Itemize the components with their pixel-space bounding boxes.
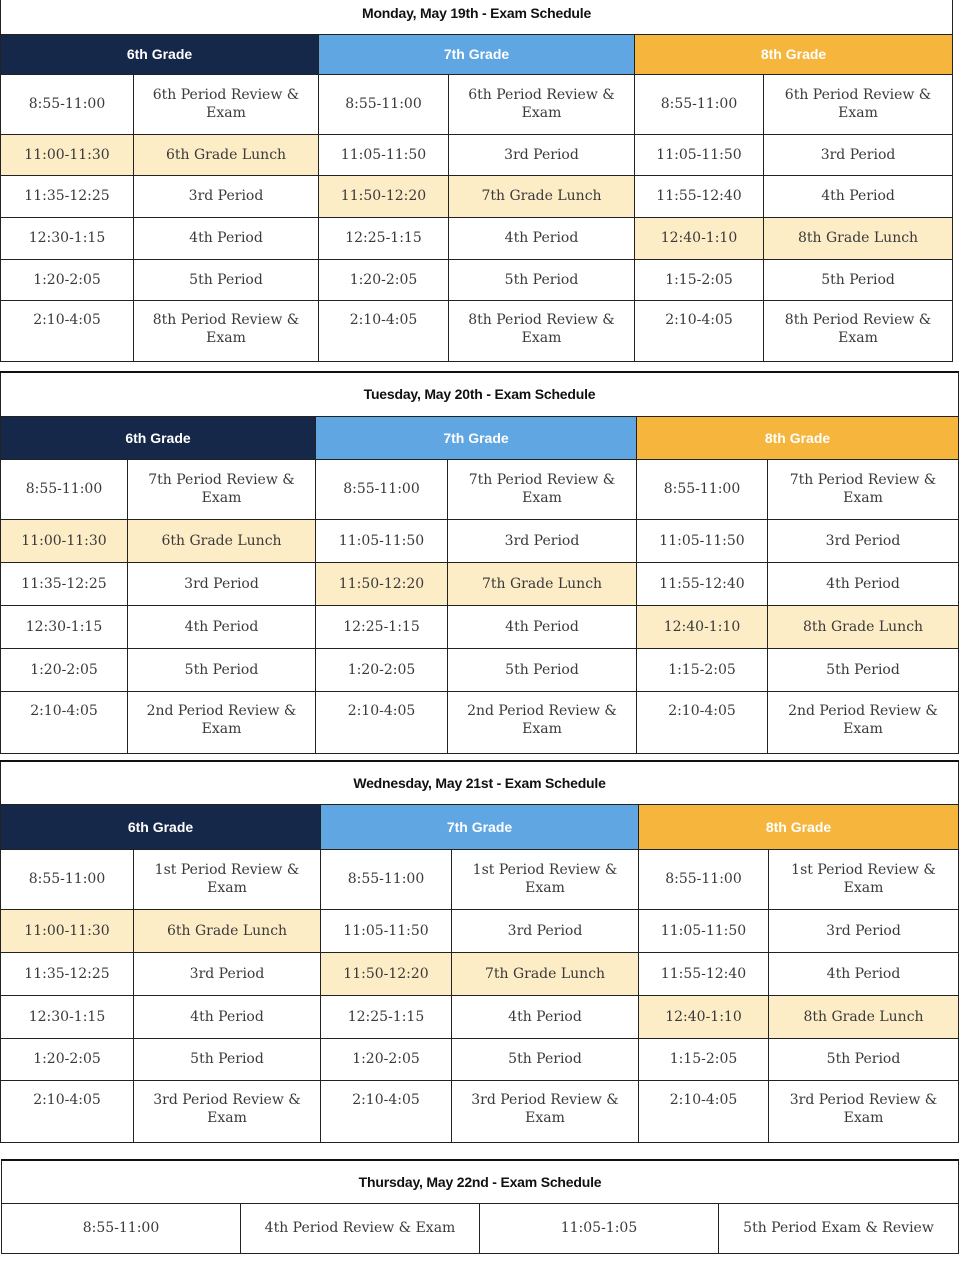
time-slot: 2:10-4:05 <box>637 691 768 753</box>
schedule-row <box>1 519 959 562</box>
time-slot: 11:50-12:20 <box>319 175 449 217</box>
time-slot: 1:20-2:05 <box>1 648 128 691</box>
activity: 3rd Period <box>448 519 637 562</box>
activity: 6th Grade Lunch <box>134 134 319 175</box>
time-slot: 1:20-2:05 <box>1 259 134 300</box>
time-slot: 12:25-1:15 <box>316 605 448 648</box>
activity: 5th Period <box>769 1038 959 1080</box>
activity: 8th Grade Lunch <box>768 605 959 648</box>
time-slot: 2:10-4:05 <box>316 691 448 753</box>
time-slot: 11:55-12:40 <box>635 175 764 217</box>
thursday-schedule-table <box>1 1159 959 1254</box>
activity: 6th Period Review & Exam <box>134 74 319 134</box>
time-slot: 1:20-2:05 <box>319 259 449 300</box>
activity: 3rd Period <box>134 175 319 217</box>
time-slot: 11:05-11:50 <box>639 909 769 952</box>
day-title: Wednesday, May 21st - Exam Schedule <box>1 761 959 804</box>
activity: 3rd Period <box>769 909 959 952</box>
activity: 3rd Period <box>449 134 635 175</box>
time-slot: 2:10-4:05 <box>639 1080 769 1142</box>
activity: 5th Period <box>449 259 635 300</box>
time-slot: 11:50-12:20 <box>321 952 452 995</box>
day-title: Tuesday, May 20th - Exam Schedule <box>1 372 959 416</box>
schedule-row <box>1 691 959 753</box>
activity: 5th Period <box>134 259 319 300</box>
activity: 5th Period Exam & Review <box>719 1203 959 1253</box>
activity: 7th Period Review & Exam <box>128 459 316 519</box>
activity: 5th Period <box>128 648 316 691</box>
time-slot: 11:35-12:25 <box>1 562 128 605</box>
schedule-row <box>1 1038 959 1080</box>
activity: 3rd Period <box>768 519 959 562</box>
activity: 5th Period <box>764 259 953 300</box>
grade-header-8th: 8th Grade <box>639 804 959 849</box>
time-slot: 11:35-12:25 <box>1 175 134 217</box>
time-slot: 2:10-4:05 <box>1 691 128 753</box>
schedule-row <box>1 259 953 300</box>
time-slot: 11:00-11:30 <box>1 909 134 952</box>
activity: 1st Period Review & Exam <box>452 849 639 909</box>
activity: 7th Period Review & Exam <box>768 459 959 519</box>
activity: 6th Period Review & Exam <box>764 74 953 134</box>
schedule-row <box>1 134 953 175</box>
activity: 1st Period Review & Exam <box>134 849 321 909</box>
day-schedule-table <box>0 0 953 362</box>
activity: 4th Period <box>128 605 316 648</box>
day-schedule-table <box>0 760 959 1143</box>
activity: 4th Period <box>768 562 959 605</box>
activity: 8th Period Review & Exam <box>134 300 319 361</box>
time-slot: 12:40-1:10 <box>635 217 764 259</box>
activity: 3rd Period <box>134 952 321 995</box>
grade-header-8th: 8th Grade <box>635 34 953 74</box>
schedule-row <box>1 952 959 995</box>
time-slot: 12:30-1:15 <box>1 995 134 1038</box>
activity: 4th Period <box>448 605 637 648</box>
day-title: Thursday, May 22nd - Exam Schedule <box>2 1160 959 1203</box>
schedule-row <box>1 217 953 259</box>
time-slot: 11:50-12:20 <box>316 562 448 605</box>
grade-header-8th: 8th Grade <box>637 416 959 459</box>
time-slot: 8:55-11:00 <box>316 459 448 519</box>
time-slot: 12:30-1:15 <box>1 605 128 648</box>
activity: 6th Grade Lunch <box>128 519 316 562</box>
time-slot: 11:00-11:30 <box>1 519 128 562</box>
time-slot: 12:30-1:15 <box>1 217 134 259</box>
activity: 3rd Period <box>764 134 953 175</box>
activity: 4th Period <box>764 175 953 217</box>
activity: 8th Period Review & Exam <box>449 300 635 361</box>
time-slot: 11:05-11:50 <box>637 519 768 562</box>
activity: 4th Period Review & Exam <box>241 1203 480 1253</box>
activity: 5th Period <box>452 1038 639 1080</box>
schedule-row <box>1 459 959 519</box>
activity: 7th Grade Lunch <box>449 175 635 217</box>
time-slot: 11:35-12:25 <box>1 952 134 995</box>
schedule-row <box>1 74 953 134</box>
schedule-row <box>1 849 959 909</box>
time-slot: 11:00-11:30 <box>1 134 134 175</box>
activity: 7th Grade Lunch <box>448 562 637 605</box>
schedule-row <box>1 562 959 605</box>
time-slot: 1:20-2:05 <box>321 1038 452 1080</box>
time-slot: 8:55-11:00 <box>637 459 768 519</box>
activity: 5th Period <box>448 648 637 691</box>
time-slot: 1:20-2:05 <box>316 648 448 691</box>
day-schedule-table <box>0 371 959 754</box>
schedule-row <box>1 648 959 691</box>
grade-header-6th: 6th Grade <box>1 34 319 74</box>
activity: 5th Period <box>768 648 959 691</box>
schedule-row <box>1 605 959 648</box>
activity: 2nd Period Review & Exam <box>768 691 959 753</box>
activity: 4th Period <box>134 995 321 1038</box>
activity: 7th Period Review & Exam <box>448 459 637 519</box>
time-slot: 8:55-11:00 <box>321 849 452 909</box>
time-slot: 11:55-12:40 <box>639 952 769 995</box>
activity: 3rd Period Review & Exam <box>769 1080 959 1142</box>
activity: 7th Grade Lunch <box>452 952 639 995</box>
grade-header-6th: 6th Grade <box>1 416 316 459</box>
activity: 4th Period <box>449 217 635 259</box>
time-slot: 12:40-1:10 <box>637 605 768 648</box>
time-slot: 2:10-4:05 <box>319 300 449 361</box>
time-slot: 8:55-11:00 <box>635 74 764 134</box>
time-slot: 8:55-11:00 <box>2 1203 241 1253</box>
time-slot: 11:55-12:40 <box>637 562 768 605</box>
activity: 2nd Period Review & Exam <box>128 691 316 753</box>
time-slot: 8:55-11:00 <box>1 74 134 134</box>
time-slot: 12:40-1:10 <box>639 995 769 1038</box>
grade-header-7th: 7th Grade <box>319 34 635 74</box>
time-slot: 12:25-1:15 <box>321 995 452 1038</box>
schedule-row <box>1 1080 959 1142</box>
time-slot: 2:10-4:05 <box>1 300 134 361</box>
activity: 2nd Period Review & Exam <box>448 691 637 753</box>
time-slot: 8:55-11:00 <box>1 849 134 909</box>
day-title: Monday, May 19th - Exam Schedule <box>1 0 953 34</box>
time-slot: 1:15-2:05 <box>637 648 768 691</box>
schedule-row <box>1 995 959 1038</box>
activity: 4th Period <box>769 952 959 995</box>
time-slot: 11:05-11:50 <box>316 519 448 562</box>
time-slot: 2:10-4:05 <box>321 1080 452 1142</box>
time-slot: 1:15-2:05 <box>635 259 764 300</box>
activity: 3rd Period Review & Exam <box>452 1080 639 1142</box>
time-slot: 2:10-4:05 <box>635 300 764 361</box>
activity: 4th Period <box>134 217 319 259</box>
activity: 8th Grade Lunch <box>764 217 953 259</box>
activity: 8th Period Review & Exam <box>764 300 953 361</box>
activity: 5th Period <box>134 1038 321 1080</box>
time-slot: 11:05-11:50 <box>635 134 764 175</box>
schedule-row <box>1 175 953 217</box>
time-slot: 8:55-11:00 <box>639 849 769 909</box>
time-slot: 12:25-1:15 <box>319 217 449 259</box>
time-slot: 11:05-11:50 <box>319 134 449 175</box>
time-slot: 1:15-2:05 <box>639 1038 769 1080</box>
activity: 8th Grade Lunch <box>769 995 959 1038</box>
time-slot: 1:20-2:05 <box>1 1038 134 1080</box>
activity: 3rd Period Review & Exam <box>134 1080 321 1142</box>
activity: 3rd Period <box>452 909 639 952</box>
activity: 1st Period Review & Exam <box>769 849 959 909</box>
time-slot: 11:05-11:50 <box>321 909 452 952</box>
activity: 3rd Period <box>128 562 316 605</box>
activity: 6th Period Review & Exam <box>449 74 635 134</box>
grade-header-6th: 6th Grade <box>1 804 321 849</box>
time-slot: 11:05-1:05 <box>480 1203 719 1253</box>
grade-header-7th: 7th Grade <box>321 804 639 849</box>
time-slot: 8:55-11:00 <box>1 459 128 519</box>
schedule-row <box>1 300 953 361</box>
activity: 4th Period <box>452 995 639 1038</box>
time-slot: 8:55-11:00 <box>319 74 449 134</box>
time-slot: 2:10-4:05 <box>1 1080 134 1142</box>
schedule-row <box>1 909 959 952</box>
grade-header-7th: 7th Grade <box>316 416 637 459</box>
activity: 6th Grade Lunch <box>134 909 321 952</box>
